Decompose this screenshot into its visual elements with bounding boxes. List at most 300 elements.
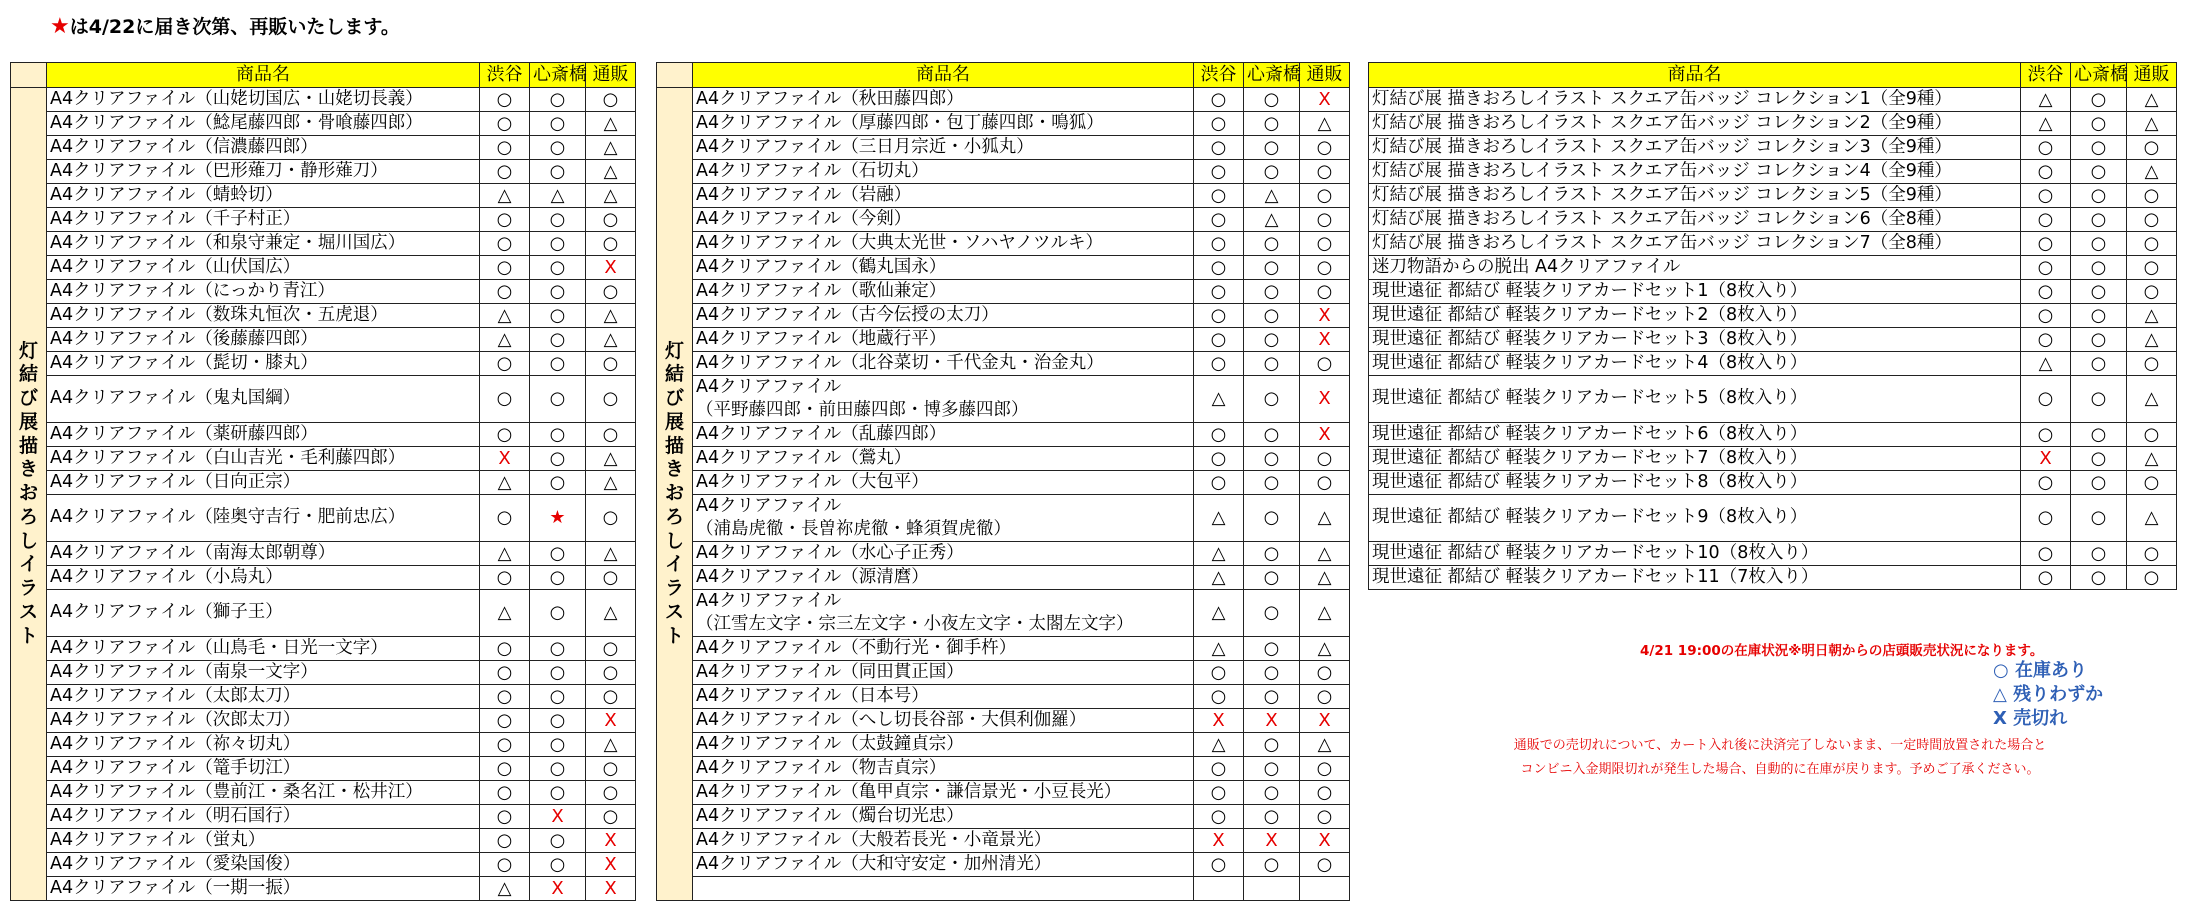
stock-status-online: ○: [1300, 208, 1350, 232]
header-shinsaibashi: 心斎橋: [1244, 63, 1300, 88]
stock-status-online: ○: [586, 280, 636, 304]
stock-status-shinsaibashi: ○: [1244, 112, 1300, 136]
table-row: [11, 136, 636, 160]
stock-status-shinsaibashi: ○: [1244, 495, 1300, 542]
table-row: [657, 256, 1350, 280]
product-name-cell: A4クリアファイル（石切丸）: [693, 160, 1194, 184]
stock-status-online: ○: [2127, 423, 2177, 447]
header-shibuya: 渋谷: [1194, 63, 1244, 88]
table-row: [11, 160, 636, 184]
product-name-cell: [693, 376, 1194, 423]
legend-in-stock: ○ 在庫あり: [1993, 660, 2087, 681]
table-row: [1369, 208, 2177, 232]
stock-status-shibuya: △: [1194, 590, 1244, 637]
table-row: [657, 447, 1350, 471]
stock-status-online: △: [586, 112, 636, 136]
stock-status-shibuya: ○: [2021, 495, 2071, 542]
stock-status-shibuya: △: [2021, 88, 2071, 112]
stock-status-shibuya: △: [480, 304, 530, 328]
stock-status-shinsaibashi: ○: [530, 590, 586, 637]
restock-note: [50, 12, 400, 39]
stock-status-shinsaibashi: ○: [2071, 184, 2127, 208]
table-row: [1369, 471, 2177, 495]
stock-status-shinsaibashi: ○: [530, 160, 586, 184]
stock-status-shibuya: ○: [1194, 256, 1244, 280]
stock-status-shibuya: ○: [1194, 304, 1244, 328]
stock-status-shibuya: △: [1194, 733, 1244, 757]
stock-status-shinsaibashi: ○: [1244, 447, 1300, 471]
stock-status-shibuya: ○: [480, 637, 530, 661]
stock-status-online: ○: [586, 661, 636, 685]
stock-status-shibuya: ○: [2021, 328, 2071, 352]
table-row: [657, 757, 1350, 781]
stock-status-shinsaibashi: ○: [530, 733, 586, 757]
online-stock-note-line2: コンビニ入金期限切れが発生した場合、自動的に在庫が戻ります。予めご了承ください。: [1520, 762, 2040, 777]
stock-status-online: ○: [1300, 661, 1350, 685]
stock-status-shinsaibashi: ○: [530, 661, 586, 685]
stock-status-online: △: [586, 328, 636, 352]
stock-status-shinsaibashi: ○: [530, 471, 586, 495]
table-row: [11, 208, 636, 232]
product-name-cell: A4クリアファイル（明石国行）: [47, 805, 480, 829]
stock-status-online: △: [2127, 112, 2177, 136]
product-name-cell: A4クリアファイル（大包平）: [693, 471, 1194, 495]
stock-status-shinsaibashi: ○: [2071, 160, 2127, 184]
product-name-cell: A4クリアファイル（北谷菜切・千代金丸・治金丸）: [693, 352, 1194, 376]
stock-status-online: ○: [1300, 447, 1350, 471]
stock-status-shinsaibashi: ○: [530, 304, 586, 328]
product-name: A4クリアファイル: [696, 496, 842, 516]
table-row: [11, 566, 636, 590]
table-row: [657, 709, 1350, 733]
stock-status-online: ○: [586, 805, 636, 829]
table-row: [11, 853, 636, 877]
legend-few-left: △ 残りわずか: [1993, 684, 2104, 705]
table-row: [1369, 495, 2177, 542]
header-shinsaibashi: 心斎橋: [2071, 63, 2127, 88]
stock-status-shinsaibashi: ○: [1244, 757, 1300, 781]
stock-status-online: X: [586, 853, 636, 877]
header-shibuya: 渋谷: [480, 63, 530, 88]
table-row: [657, 160, 1350, 184]
stock-status-online: ○: [1300, 853, 1350, 877]
product-name-cell: A4クリアファイル（南泉一文字）: [47, 661, 480, 685]
stock-status-online: △: [586, 304, 636, 328]
stock-status-online: ○: [1300, 685, 1350, 709]
product-name-cell: [693, 877, 1194, 901]
online-stock-note: [1470, 734, 2090, 782]
product-name-cell: 現世遠征 都結び 軽装クリアカードセット9（8枚入り）: [1369, 495, 2021, 542]
stock-status-online: △: [2127, 328, 2177, 352]
stock-status-shinsaibashi: ○: [2071, 376, 2127, 423]
stock-status-online: X: [586, 709, 636, 733]
product-name-cell: A4クリアファイル（千子村正）: [47, 208, 480, 232]
header-spacer: [657, 63, 693, 88]
stock-status-online: ○: [1300, 184, 1350, 208]
stock-status-online: △: [1300, 112, 1350, 136]
stock-status-shinsaibashi: ○: [2071, 447, 2127, 471]
stock-status-shinsaibashi: ○: [530, 685, 586, 709]
stock-status-online: ○: [2127, 352, 2177, 376]
stock-status-online: ○: [1300, 232, 1350, 256]
product-name-cell: 現世遠征 都結び 軽装クリアカードセット7（8枚入り）: [1369, 447, 2021, 471]
product-name-detail: （浦島虎徹・長曽祢虎徹・蜂須賀虎徹）: [696, 519, 1011, 539]
table-row: [11, 88, 636, 112]
stock-status-online: △: [586, 733, 636, 757]
stock-status-shibuya: ○: [2021, 376, 2071, 423]
product-name-cell: A4クリアファイル（古今伝授の太刀）: [693, 304, 1194, 328]
stock-status-shinsaibashi: X: [530, 877, 586, 901]
stock-status-shibuya: ○: [1194, 781, 1244, 805]
stock-status-shibuya: ○: [480, 232, 530, 256]
stock-status-shibuya: ○: [1194, 208, 1244, 232]
stock-status-shinsaibashi: ○: [530, 637, 586, 661]
product-name-cell: 灯結び展 描きおろしイラスト スクエア缶バッジ コレクション2（全9種）: [1369, 112, 2021, 136]
product-name-cell: 灯結び展 描きおろしイラスト スクエア缶バッジ コレクション3（全9種）: [1369, 136, 2021, 160]
header-product-name: 商品名: [47, 63, 480, 88]
product-name-cell: 灯結び展 描きおろしイラスト スクエア缶バッジ コレクション7（全8種）: [1369, 232, 2021, 256]
stock-status-shinsaibashi: △: [1244, 208, 1300, 232]
stock-status-online: ○: [1300, 805, 1350, 829]
table-row: [1369, 447, 2177, 471]
product-name-cell: A4クリアファイル（歌仙兼定）: [693, 280, 1194, 304]
table-row: [657, 112, 1350, 136]
table-row: [657, 352, 1350, 376]
stock-status-shinsaibashi: ○: [530, 256, 586, 280]
stock-status-online: ○: [586, 781, 636, 805]
table-row: [657, 733, 1350, 757]
stock-status-shibuya: X: [1194, 829, 1244, 853]
stock-status-shibuya: ○: [480, 805, 530, 829]
stock-status-online: △: [1300, 566, 1350, 590]
stock-status-shinsaibashi: ○: [2071, 136, 2127, 160]
table-row: [657, 423, 1350, 447]
stock-status-shinsaibashi: ○: [530, 232, 586, 256]
stock-status-shibuya: △: [480, 184, 530, 208]
stock-status-shibuya: ○: [2021, 160, 2071, 184]
stock-status-online: X: [586, 829, 636, 853]
table-row: [11, 280, 636, 304]
stock-status-shibuya: ○: [2021, 423, 2071, 447]
table-row: [11, 112, 636, 136]
table-row: [657, 829, 1350, 853]
product-name-cell: A4クリアファイル（髭切・膝丸）: [47, 352, 480, 376]
product-name-cell: 灯結び展 描きおろしイラスト スクエア缶バッジ コレクション1（全9種）: [1369, 88, 2021, 112]
stock-status-shinsaibashi: △: [1244, 184, 1300, 208]
stock-status-shinsaibashi: X: [1244, 829, 1300, 853]
table-row: [1369, 328, 2177, 352]
stock-status-shibuya: ○: [480, 160, 530, 184]
product-name-cell: A4クリアファイル（太郎太刀）: [47, 685, 480, 709]
product-name-cell: A4クリアファイル（太鼓鐘貞宗）: [693, 733, 1194, 757]
stock-status-shibuya: ○: [1194, 853, 1244, 877]
product-name-cell: A4クリアファイル（蜻蛉切）: [47, 184, 480, 208]
product-name-cell: A4クリアファイル（薬研藤四郎）: [47, 423, 480, 447]
product-name-cell: A4クリアファイル（燭台切光忠）: [693, 805, 1194, 829]
table-row: [657, 685, 1350, 709]
stock-status-shibuya: ○: [480, 280, 530, 304]
stock-status-online: ○: [586, 423, 636, 447]
inventory-date-note: 4/21 19:00の在庫状況※明日朝からの店頭販売状況になります。: [1640, 643, 2044, 659]
stock-status-online: ○: [586, 208, 636, 232]
product-name-cell: A4クリアファイル（祢々切丸）: [47, 733, 480, 757]
product-name-cell: 灯結び展 描きおろしイラスト スクエア缶バッジ コレクション5（全9種）: [1369, 184, 2021, 208]
product-name-cell: A4クリアファイル（厚藤四郎・包丁藤四郎・鳴狐）: [693, 112, 1194, 136]
stock-status-online: X: [1300, 328, 1350, 352]
stock-status-shibuya: ○: [2021, 184, 2071, 208]
stock-status-shibuya: ○: [1194, 160, 1244, 184]
product-name-cell: A4クリアファイル（鶴丸国永）: [693, 256, 1194, 280]
stock-status-online: X: [1300, 376, 1350, 423]
stock-status-shibuya: ○: [1194, 184, 1244, 208]
table-row: [11, 471, 636, 495]
stock-status-online: ○: [1300, 352, 1350, 376]
product-name-cell: A4クリアファイル（へし切長谷部・大倶利伽羅）: [693, 709, 1194, 733]
stock-status-shinsaibashi: ○: [2071, 471, 2127, 495]
stock-status-shibuya: X: [2021, 447, 2071, 471]
stock-status-shibuya: ○: [480, 709, 530, 733]
stock-status-online: △: [2127, 304, 2177, 328]
stock-status-online: ○: [2127, 256, 2177, 280]
stock-status-shibuya: [1194, 877, 1244, 901]
stock-status-online: △: [2127, 88, 2177, 112]
table-row: [11, 685, 636, 709]
table-row: [657, 471, 1350, 495]
stock-status-online: ○: [1300, 757, 1350, 781]
stock-status-shinsaibashi: ○: [1244, 160, 1300, 184]
product-name-cell: A4クリアファイル（亀甲貞宗・謙信景光・小豆長光）: [693, 781, 1194, 805]
table-row: [1369, 304, 2177, 328]
stock-status-shinsaibashi: ○: [2071, 352, 2127, 376]
stock-status-shinsaibashi: ○: [530, 136, 586, 160]
stock-status-shinsaibashi: ○: [1244, 781, 1300, 805]
stock-status-shibuya: △: [1194, 495, 1244, 542]
product-name-cell: A4クリアファイル（豊前江・桑名江・松井江）: [47, 781, 480, 805]
stock-status-shibuya: ○: [1194, 805, 1244, 829]
stock-status-shinsaibashi: ○: [530, 376, 586, 423]
stock-status-shinsaibashi: ○: [2071, 566, 2127, 590]
stock-status-shinsaibashi: ○: [2071, 112, 2127, 136]
table-row: [11, 447, 636, 471]
stock-status-shibuya: ○: [1194, 447, 1244, 471]
table-row: [1369, 542, 2177, 566]
stock-status-shinsaibashi: ○: [530, 280, 586, 304]
product-name-cell: A4クリアファイル（源清麿）: [693, 566, 1194, 590]
stock-status-shibuya: ○: [2021, 232, 2071, 256]
table-row: [1369, 112, 2177, 136]
product-name-cell: A4クリアファイル（和泉守兼定・堀川国広）: [47, 232, 480, 256]
product-name-cell: A4クリアファイル（一期一振）: [47, 877, 480, 901]
stock-status-shibuya: ○: [2021, 136, 2071, 160]
header-product-name: 商品名: [693, 63, 1194, 88]
stock-status-shinsaibashi: ○: [2071, 88, 2127, 112]
stock-status-online: ○: [2127, 136, 2177, 160]
stock-status-shinsaibashi: ○: [530, 853, 586, 877]
product-name-cell: 現世遠征 都結び 軽装クリアカードセット4（8枚入り）: [1369, 352, 2021, 376]
stock-status-online: △: [1300, 495, 1350, 542]
stock-status-shinsaibashi: ○: [2071, 495, 2127, 542]
stock-status-shibuya: ○: [2021, 304, 2071, 328]
table-row: [657, 661, 1350, 685]
product-name-cell: A4クリアファイル（巴形薙刀・静形薙刀）: [47, 160, 480, 184]
stock-status-online: ○: [586, 685, 636, 709]
stock-status-shibuya: ○: [480, 757, 530, 781]
stock-status-online: △: [1300, 542, 1350, 566]
stock-table-3: [1368, 62, 2177, 590]
table-row: [11, 637, 636, 661]
stock-status-shibuya: ○: [2021, 542, 2071, 566]
product-name-cell: A4クリアファイル（地蔵行平）: [693, 328, 1194, 352]
stock-status-shibuya: ○: [1194, 112, 1244, 136]
table-row: [657, 566, 1350, 590]
stock-status-online: ○: [586, 637, 636, 661]
header-shinsaibashi: 心斎橋: [530, 63, 586, 88]
stock-table-2: [656, 62, 1350, 901]
table-row: [657, 781, 1350, 805]
stock-status-online: ○: [1300, 136, 1350, 160]
stock-status-shinsaibashi: ○: [2071, 542, 2127, 566]
stock-status-shibuya: ○: [1194, 471, 1244, 495]
stock-status-shinsaibashi: ○: [1244, 566, 1300, 590]
table-row: [11, 661, 636, 685]
stock-status-shinsaibashi: ○: [1244, 590, 1300, 637]
stock-status-shibuya: ○: [480, 661, 530, 685]
stock-status-shibuya: △: [1194, 542, 1244, 566]
table-header-row: [11, 63, 636, 88]
header-online: 通販: [2127, 63, 2177, 88]
product-name-cell: 現世遠征 都結び 軽装クリアカードセット6（8枚入り）: [1369, 423, 2021, 447]
product-name-cell: 現世遠征 都結び 軽装クリアカードセット11（7枚入り）: [1369, 566, 2021, 590]
table-row: [11, 757, 636, 781]
product-name-detail: （江雪左文字・宗三左文字・小夜左文字・太閤左文字）: [696, 614, 1134, 634]
table-row: [11, 376, 636, 423]
stock-status-shibuya: ○: [480, 112, 530, 136]
product-name: A4クリアファイル: [696, 377, 842, 397]
product-name-cell: 灯結び展 描きおろしイラスト スクエア缶バッジ コレクション6（全8種）: [1369, 208, 2021, 232]
stock-status-shinsaibashi: ○: [530, 328, 586, 352]
stock-status-online: ○: [586, 232, 636, 256]
product-name-cell: A4クリアファイル（日向正宗）: [47, 471, 480, 495]
stock-status-shinsaibashi: ○: [530, 757, 586, 781]
product-name-cell: A4クリアファイル（三日月宗近・小狐丸）: [693, 136, 1194, 160]
stock-status-online: △: [2127, 376, 2177, 423]
table-row: [11, 232, 636, 256]
stock-status-online: △: [1300, 733, 1350, 757]
product-name-cell: A4クリアファイル（日本号）: [693, 685, 1194, 709]
stock-status-shinsaibashi: ○: [530, 208, 586, 232]
group-label-text: 灯結び展 描きおろしイラスト: [18, 339, 58, 647]
table-row: [1369, 232, 2177, 256]
stock-status-shibuya: ○: [1194, 757, 1244, 781]
stock-status-shibuya: ○: [480, 423, 530, 447]
stock-table-1: [10, 62, 636, 901]
product-name-cell: A4クリアファイル（白山吉光・毛利藤四郎）: [47, 447, 480, 471]
stock-status-shibuya: △: [2021, 352, 2071, 376]
stock-status-shinsaibashi: ○: [1244, 805, 1300, 829]
stock-status-shinsaibashi: ○: [1244, 304, 1300, 328]
table-row: [11, 709, 636, 733]
stock-status-shinsaibashi: ○: [1244, 88, 1300, 112]
table-row: [11, 733, 636, 757]
stock-status-online: △: [1300, 637, 1350, 661]
product-name-cell: A4クリアファイル（小烏丸）: [47, 566, 480, 590]
product-name-cell: A4クリアファイル（鯰尾藤四郎・骨喰藤四郎）: [47, 112, 480, 136]
product-name-cell: A4クリアファイル（岩融）: [693, 184, 1194, 208]
product-name-cell: A4クリアファイル（次郎太刀）: [47, 709, 480, 733]
product-name-cell: A4クリアファイル（獅子王）: [47, 590, 480, 637]
stock-status-shibuya: ○: [1194, 280, 1244, 304]
stock-status-shibuya: ○: [2021, 566, 2071, 590]
product-name-cell: A4クリアファイル（鬼丸国綱）: [47, 376, 480, 423]
product-name-cell: A4クリアファイル（今剣）: [693, 208, 1194, 232]
stock-status-shibuya: ○: [2021, 256, 2071, 280]
stock-status-shinsaibashi: ○: [2071, 280, 2127, 304]
stock-status-shinsaibashi: ○: [530, 447, 586, 471]
table-row: [11, 781, 636, 805]
stock-status-shibuya: ○: [480, 685, 530, 709]
stock-status-shibuya: △: [1194, 637, 1244, 661]
stock-status-shibuya: ○: [480, 136, 530, 160]
stock-status-shinsaibashi: X: [530, 805, 586, 829]
stock-status-shibuya: ○: [480, 829, 530, 853]
table-row: [657, 805, 1350, 829]
stock-status-online: X: [586, 256, 636, 280]
table-row: [657, 304, 1350, 328]
table-row: [657, 877, 1350, 901]
header-product-name: 商品名: [1369, 63, 2021, 88]
product-name-cell: 迷刀物語からの脱出 A4クリアファイル: [1369, 256, 2021, 280]
stock-status-online: X: [1300, 423, 1350, 447]
stock-status-shibuya: ○: [1194, 661, 1244, 685]
group-label-text: 灯結び展 描きおろしイラスト: [664, 339, 704, 647]
stock-status-shibuya: △: [480, 590, 530, 637]
product-name-cell: 灯結び展 描きおろしイラスト スクエア缶バッジ コレクション4（全9種）: [1369, 160, 2021, 184]
stock-status-shibuya: △: [2021, 112, 2071, 136]
stock-status-shinsaibashi: ○: [1244, 232, 1300, 256]
product-name: A4クリアファイル: [696, 591, 842, 611]
stock-status-shibuya: △: [1194, 566, 1244, 590]
product-name-cell: A4クリアファイル（山鳥毛・日光一文字）: [47, 637, 480, 661]
product-name-cell: [693, 590, 1194, 637]
stock-status-online: ○: [586, 495, 636, 542]
stock-status-shinsaibashi: ○: [1244, 328, 1300, 352]
stock-status-online: ○: [1300, 781, 1350, 805]
table-row: [657, 208, 1350, 232]
stock-status-online: ○: [2127, 542, 2177, 566]
table-row: [657, 376, 1350, 423]
table-row: [657, 184, 1350, 208]
table-row: [1369, 184, 2177, 208]
stock-status-shinsaibashi: ○: [1244, 853, 1300, 877]
product-name-cell: A4クリアファイル（にっかり青江）: [47, 280, 480, 304]
stock-status-online: △: [1300, 590, 1350, 637]
table-row: [11, 423, 636, 447]
stock-status-shinsaibashi: ○: [2071, 304, 2127, 328]
stock-status-shinsaibashi: ○: [1244, 280, 1300, 304]
product-name-cell: A4クリアファイル（物吉貞宗）: [693, 757, 1194, 781]
stock-status-shibuya: ○: [480, 566, 530, 590]
stock-status-shinsaibashi: ○: [1244, 661, 1300, 685]
product-name-cell: A4クリアファイル（山姥切国広・山姥切長義）: [47, 88, 480, 112]
stock-status-shinsaibashi: ○: [530, 829, 586, 853]
stock-status-shinsaibashi: ○: [530, 423, 586, 447]
stock-status-shibuya: △: [480, 877, 530, 901]
stock-status-online: ○: [2127, 232, 2177, 256]
stock-status-shibuya: ○: [480, 256, 530, 280]
stock-status-shibuya: △: [480, 471, 530, 495]
product-name-cell: A4クリアファイル（大典太光世・ソハヤノツルキ）: [693, 232, 1194, 256]
stock-status-online: [1300, 877, 1350, 901]
